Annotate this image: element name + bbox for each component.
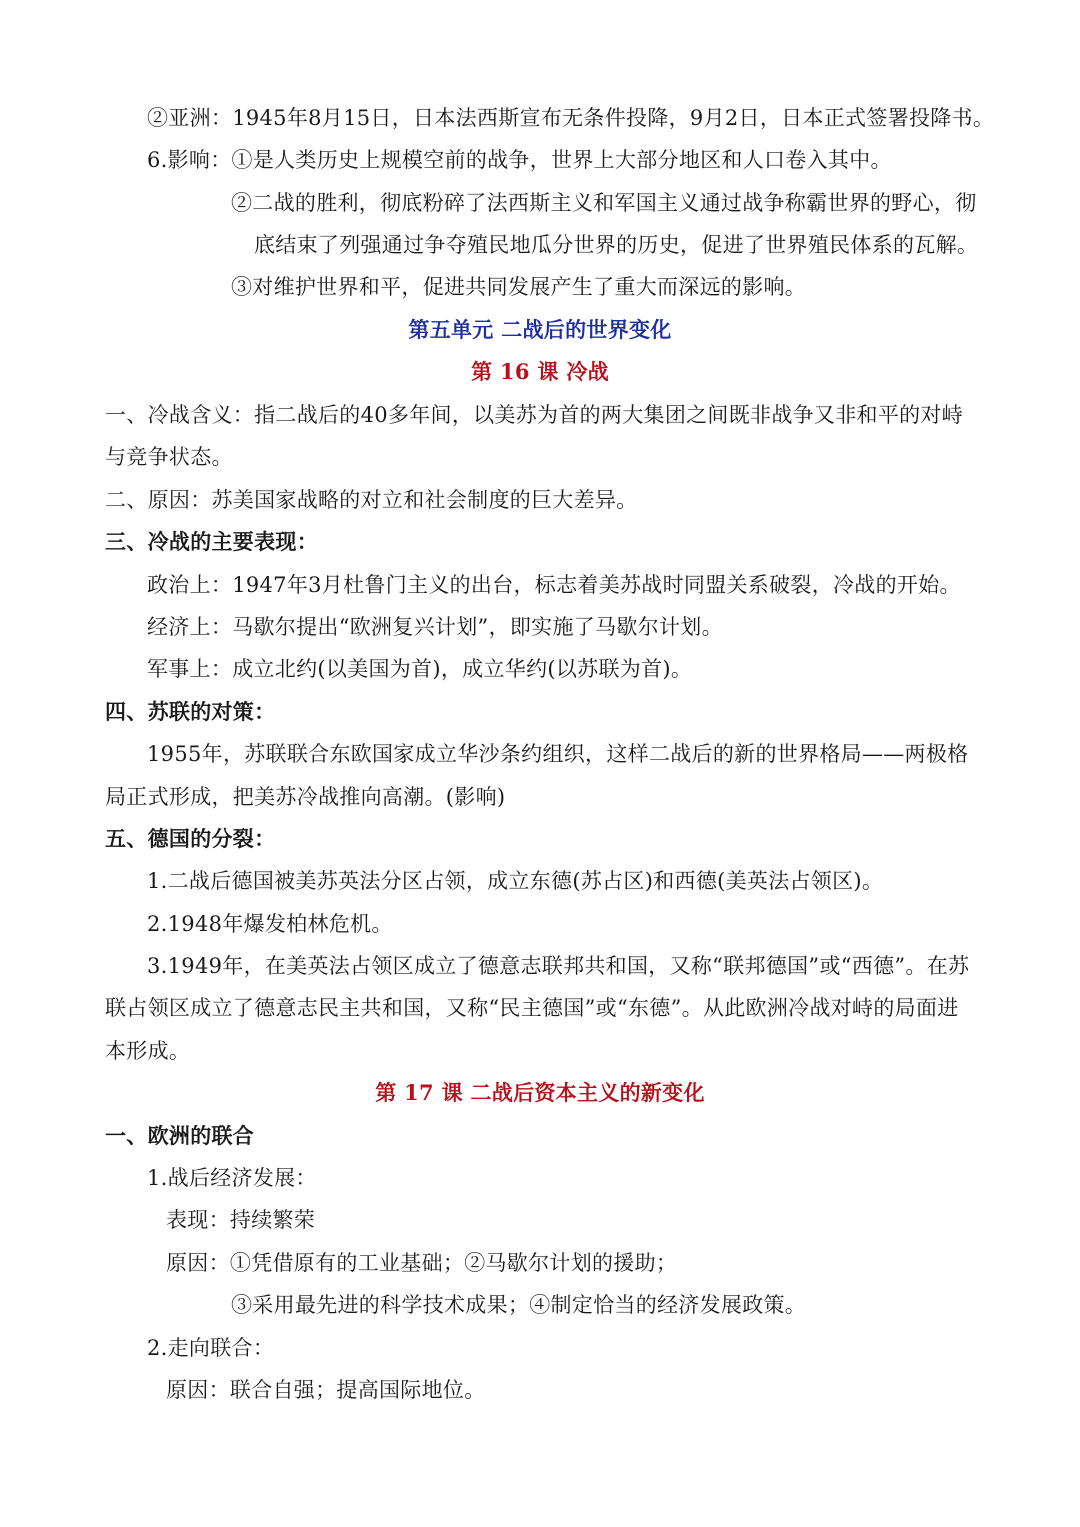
text-line: ③对维护世界和平，促进共同发展产生了重大而深远的影响。 bbox=[231, 275, 807, 299]
text-line: 与竞争状态。 bbox=[105, 445, 233, 469]
lesson-title: 第 16 课 冷战 bbox=[471, 359, 609, 384]
section-heading: 四、苏联的对策： bbox=[105, 699, 276, 724]
text-line: 1.二战后德国被美苏英法分区占领，成立东德(苏占区)和西德(美英法占领区)。 bbox=[147, 869, 884, 893]
text-line: 原因：①凭借原有的工业基础；②马歇尔计划的援助； bbox=[166, 1251, 678, 1275]
unit-title: 第五单元 二战后的世界变化 bbox=[408, 317, 672, 342]
text-line: 1955年，苏联联合东欧国家成立华沙条约组织，这样二战后的新的世界格局——两极格 bbox=[147, 742, 969, 766]
text-line: ②二战的胜利，彻底粉碎了法西斯主义和军国主义通过战争称霸世界的野心，彻 bbox=[231, 191, 977, 215]
text-line: 联占领区成立了德意志民主共和国，又称“民主德国”或“东德”。从此欧洲冷战对峙的局面进 bbox=[105, 996, 959, 1020]
section-heading: 三、冷战的主要表现： bbox=[105, 529, 318, 554]
text-line: ③采用最先进的科学技术成果；④制定恰当的经济发展政策。 bbox=[231, 1293, 807, 1317]
text-line: 经济上：马歇尔提出“欧洲复兴计划”，即实施了马歇尔计划。 bbox=[147, 615, 723, 639]
text-line: 3.1949年，在美英法占领区成立了德意志联邦共和国，又称“联邦德国”或“西德”。在苏 bbox=[147, 954, 970, 978]
text-line: 政治上：1947年3月杜鲁门主义的出台，标志着美苏战时同盟关系破裂，冷战的开始。 bbox=[147, 573, 961, 597]
text-line: 底结束了列强通过争夺殖民地瓜分世界的历史，促进了世界殖民体系的瓦解。 bbox=[254, 233, 979, 257]
text-line: 2.1948年爆发柏林危机。 bbox=[147, 912, 393, 936]
text-line: 表现：持续繁荣 bbox=[166, 1208, 316, 1232]
section-heading: 一、欧洲的联合 bbox=[105, 1123, 255, 1148]
text-line: 局正式形成，把美苏冷战推向高潮。(影响) bbox=[105, 785, 506, 809]
text-line: ②亚洲：1945年8月15日，日本法西斯宣布无条件投降，9月2日，日本正式签署投降书。 bbox=[147, 106, 995, 130]
text-line: 二、原因：苏美国家战略的对立和社会制度的巨大差异。 bbox=[105, 488, 638, 512]
section-heading: 五、德国的分裂： bbox=[105, 826, 276, 851]
text-line: 原因：联合自强；提高国际地位。 bbox=[166, 1378, 486, 1402]
text-line: 2.走向联合： bbox=[147, 1336, 275, 1360]
text-line: 本形成。 bbox=[105, 1039, 191, 1063]
text-line: 6.影响：①是人类历史上规模空前的战争，世界上大部分地区和人口卷入其中。 bbox=[147, 148, 892, 172]
text-line: 一、冷战含义：指二战后的40多年间，以美苏为首的两大集团之间既非战争又非和平的对峙 bbox=[105, 403, 964, 427]
text-line: 1.战后经济发展： bbox=[147, 1166, 317, 1190]
lesson-title: 第 17 课 二战后资本主义的新变化 bbox=[375, 1080, 705, 1105]
text-line: 军事上：成立北约(以美国为首)，成立华约(以苏联为首)。 bbox=[147, 657, 693, 681]
